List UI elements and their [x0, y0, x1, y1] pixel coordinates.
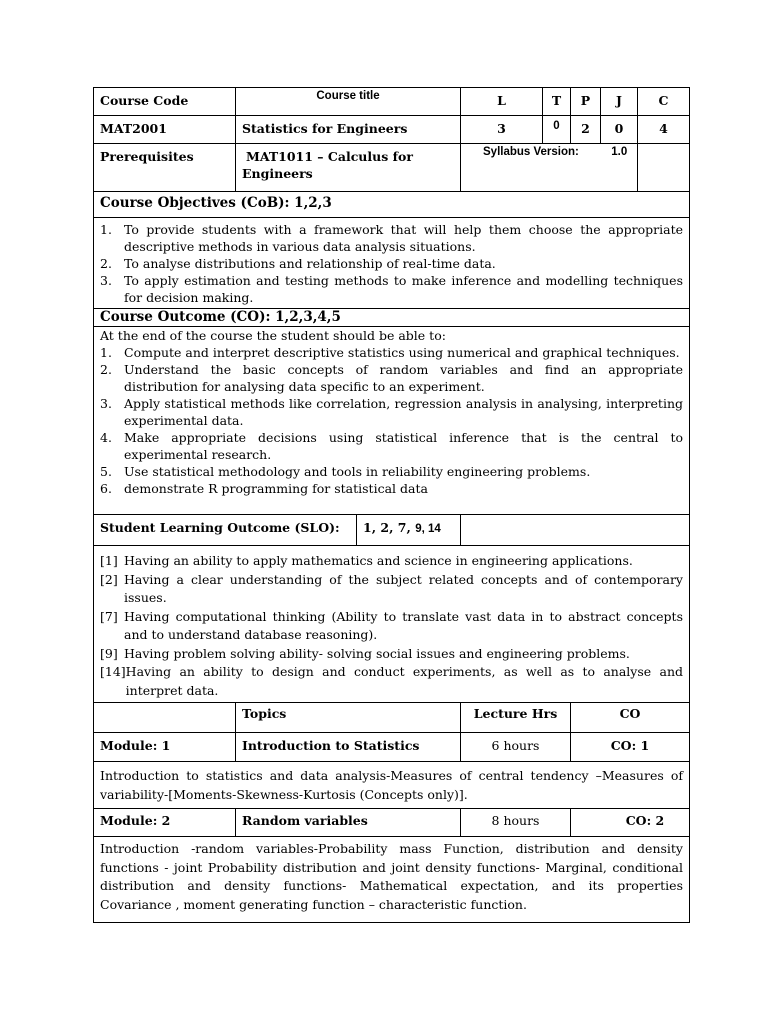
slo-item-text: Having problem solving ability- solving social issues and engineering problems.	[124, 645, 630, 661]
slo-empty	[461, 515, 690, 546]
module-1-co: CO: 1	[571, 733, 690, 762]
course-title-label: Course title	[236, 88, 461, 116]
objective-item-text: To apply estimation and testing methods to make inference and modelling techniques for decision making.	[124, 273, 683, 305]
c-value: 4	[638, 116, 690, 144]
outcomes-intro: At the end of the course the student should be able to:	[100, 328, 446, 343]
outcome-item	[100, 463, 683, 480]
objective-item-number: 3.	[100, 273, 112, 288]
objectives-heading: Course Objectives (CoB): 1,2,3	[94, 192, 690, 218]
slo-item-number: [14]	[100, 664, 126, 679]
module-2-hours: 8 hours	[461, 809, 571, 837]
slo-item-text: Having an ability to apply mathematics and science in engineering applications.	[124, 553, 633, 568]
objectives-list	[100, 221, 683, 306]
module-2-co: CO: 2	[571, 809, 690, 837]
slo-item-text: Having a clear understanding of the subject related concepts and of contemporary issues.	[124, 571, 683, 605]
slo-item-number: [7]	[100, 608, 118, 624]
outcome-item	[100, 344, 683, 361]
module-2-label: Module: 2	[94, 809, 236, 837]
slo-value-main: 1, 2, 7,	[363, 520, 411, 535]
slo-item	[100, 552, 683, 571]
c-label: C	[638, 88, 690, 116]
outcome-item-number: 1.	[100, 345, 112, 360]
course-title: Statistics for Engineers	[236, 116, 461, 144]
module-1-label: Module: 1	[94, 733, 236, 762]
module-header-blank	[94, 703, 236, 733]
module-1-topic: Introduction to Statistics	[236, 733, 461, 762]
outcomes-cell	[94, 327, 690, 515]
slo-value-small: 9, 14	[415, 523, 441, 535]
topics-header: Topics	[236, 703, 461, 733]
outcome-item-number: 5.	[100, 464, 112, 479]
module-1-content: Introduction to statistics and data analysis-Measures of central tendency –Measures of variability-[Moments-Skewness-Kurtosis (Concepts only)].	[94, 762, 690, 809]
l-value: 3	[461, 116, 543, 144]
module-1-hours: 6 hours	[461, 733, 571, 762]
outcome-item	[100, 395, 683, 429]
slo-item-number: [1]	[100, 553, 118, 568]
outcome-item	[100, 480, 683, 497]
outcome-item	[100, 429, 683, 463]
objective-item-number: 1.	[100, 222, 112, 237]
p-value: 2	[571, 116, 601, 144]
slo-item-number: [9]	[100, 645, 118, 661]
co-header: CO	[571, 703, 690, 733]
prerequisites-value	[236, 144, 461, 192]
syllabus-version	[461, 144, 638, 192]
module-2-topic: Random variables	[236, 809, 461, 837]
slo-value	[357, 515, 447, 545]
t-label: T	[543, 88, 571, 116]
syllabus-version-label: Syllabus Version:	[483, 146, 579, 158]
objective-item-text: To provide students with a framework that will help them choose the appropriate descriptive methods in various data analysis situations.	[124, 222, 683, 254]
objective-item	[100, 221, 683, 255]
j-value: 0	[601, 116, 638, 144]
syllabus-table	[93, 87, 690, 923]
slo-item	[100, 645, 683, 664]
outcome-item-text: demonstrate R programming for statistical data	[124, 481, 428, 496]
slo-list	[100, 552, 683, 700]
outcome-item-text: Compute and interpret descriptive statistics using numerical and graphical techniques.	[124, 345, 680, 360]
slo-item-text: Having an ability to design and conduct experiments, as well as to analyse and interpret data.	[125, 664, 683, 698]
slo-label: Student Learning Outcome (SLO):	[94, 515, 357, 545]
t-value: 0	[543, 116, 571, 144]
outcome-item-number: 4.	[100, 430, 112, 445]
outcomes-list	[100, 344, 683, 497]
course-code: MAT2001	[94, 116, 236, 144]
slo-item-number: [2]	[100, 571, 118, 587]
outcome-item-text: Understand the basic concepts of random variables and find an appropriate distribution for analysing data specific to an experiment.	[124, 362, 683, 394]
slo-item	[100, 571, 683, 608]
prereq-line-2: Engineers	[242, 166, 313, 181]
outcome-item-text: Apply statistical methods like correlation, regression analysis in analysing, interpreting experimental data.	[124, 396, 683, 428]
l-label: L	[461, 88, 543, 116]
course-code-label: Course Code	[94, 88, 236, 116]
objectives-list-cell	[94, 218, 690, 309]
outcome-item-text: Use statistical methodology and tools in reliability engineering problems.	[124, 464, 591, 479]
slo-item	[100, 608, 683, 645]
prereq-line-1: MAT1011 – Calculus for	[246, 149, 413, 164]
slo-item-text: Having computational thinking (Ability to translate vast data in to abstract concepts and to understand database reasoning).	[124, 608, 683, 642]
outcome-item-number: 2.	[100, 362, 112, 377]
j-label: J	[601, 88, 638, 116]
hours-header: Lecture Hrs	[461, 703, 571, 733]
objective-item	[100, 255, 683, 272]
prerequisites-label: Prerequisites	[94, 144, 236, 192]
slo-cell	[94, 546, 690, 703]
syllabus-page	[93, 87, 689, 923]
slo-item	[100, 663, 683, 700]
outcome-item-number: 3.	[100, 396, 112, 411]
syllabus-version-value: 1.0	[611, 146, 628, 158]
outcome-item-text: Make appropriate decisions using statistical inference that is the central to experimental research.	[124, 430, 683, 462]
slo-row	[94, 515, 461, 546]
objective-item	[100, 272, 683, 306]
outcomes-heading: Course Outcome (CO): 1,2,3,4,5	[94, 309, 690, 327]
outcome-item	[100, 361, 683, 395]
objective-item-text: To analyse distributions and relationship of real-time data.	[124, 256, 496, 271]
module-2-content: Introduction -random variables-Probability mass Function, distribution and density functions - joint Probability distribution and joint density functions- Marginal, conditional distribution and density functions- Mathematical expectation, and its properties Covariance , moment generating function – characteristic function.	[94, 837, 690, 923]
objective-item-number: 2.	[100, 256, 112, 271]
p-label: P	[571, 88, 601, 116]
empty-cell	[638, 144, 690, 192]
outcome-item-number: 6.	[100, 481, 112, 496]
